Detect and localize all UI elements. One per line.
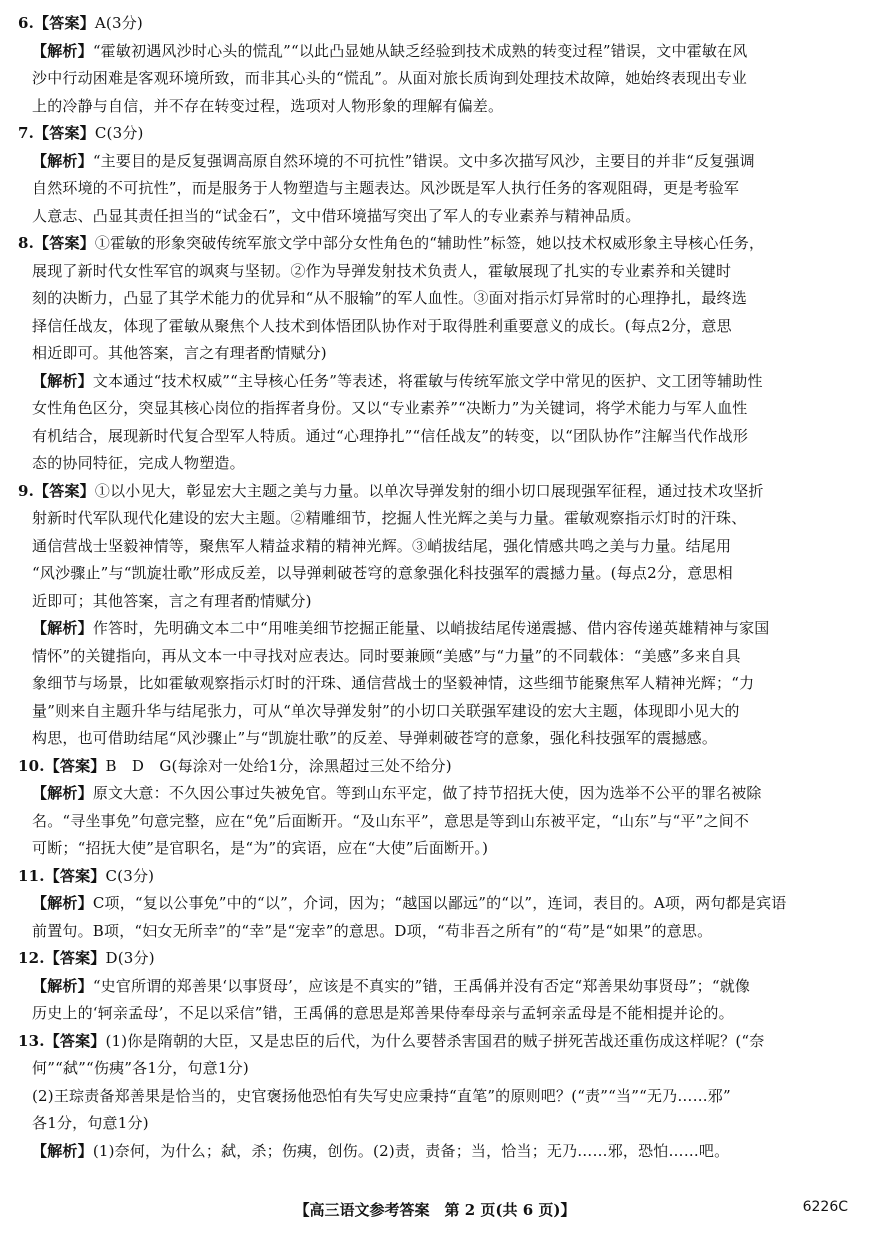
answer-tag: 【解析】 — [32, 371, 93, 390]
line-text: 前置句。B项，“妇女无所幸”的“幸”是“宠幸”的意思。D项，“苟非吾之所有”的“苟”是“如果”的意思。 — [32, 921, 713, 940]
answer-tag: 【解析】 — [32, 894, 93, 912]
line-text: 态的协同特征，完成人物塑造。 — [32, 454, 245, 472]
answer-tag: 10.【答案】 — [18, 756, 106, 775]
line-text: (1)你是隋朝的大臣，又是忠臣的后代，为什么要替杀害国君的贼子拼死苦战还重伤成这样呢？(“奈 — [105, 1031, 765, 1050]
text-line — [18, 780, 860, 808]
line-text: 刻的决断力，凸显了其学术能力的优异和“从不服输”的军人血性。③面对指示灯异常时的心理挣扎，最终选 — [32, 289, 747, 307]
answer-tag: 【解析】 — [32, 784, 93, 802]
footer-code: 6226C — [802, 1199, 848, 1215]
text-line — [18, 478, 860, 506]
text-line — [18, 698, 860, 726]
answer-tag: 6.【答案】 — [18, 14, 95, 32]
text-line — [18, 615, 860, 643]
text-line — [18, 1028, 860, 1056]
line-text: (2)王琮责备郑善果是恰当的，史官褒扬他恐怕有失写史应秉持“直笔”的原则吧？(“责”“当”“无乃……邪” — [32, 1086, 731, 1105]
line-text: 有机结合，展现新时代复合型军人特质。通过“心理挣扎”“信任战友”的转变，以“团队协作”注解当代作战形 — [32, 426, 749, 445]
text-line — [18, 285, 860, 313]
line-text: 上的冷静与自信，并不存在转变过程，选项对人物形象的理解有偏差。 — [32, 96, 504, 115]
line-text: “风沙骤止”与“凯旋壮歌”形成反差，以导弹刺破苍穹的意象强化科技强军的震撼力量。(每点2分，意思相 — [32, 564, 733, 582]
line-text: 可断；“招抚大使”是官职名，是“为”的宾语，应在“大使”后面断开。) — [32, 839, 489, 857]
text-line — [18, 753, 860, 781]
line-text: A(3分) — [94, 14, 143, 32]
text-line — [18, 395, 860, 423]
text-line — [18, 808, 860, 836]
text-line — [18, 890, 860, 918]
answer-page — [18, 10, 860, 1165]
text-line — [18, 10, 860, 38]
line-text: “主要目的是反复强调高原自然环境的不可抗性”错误。文中多次描写风沙，主要目的并非“反复强调 — [92, 151, 755, 170]
text-line — [18, 505, 860, 533]
answer-tag: 【解析】 — [32, 41, 93, 60]
line-text: 人意志、凸显其责任担当的“试金石”，文中借环境描写突出了军人的专业素养与精神品质。 — [32, 206, 641, 225]
answer-tag: 【解析】 — [32, 1141, 93, 1160]
answer-tag: 【解析】 — [32, 976, 93, 995]
page-footer — [0, 1195, 870, 1225]
text-line — [18, 175, 860, 203]
line-text: 射新时代军队现代化建设的宏大主题。②精雕细节，挖掘人性光辉之美与力量。霍敏观察指示灯时的汗珠、 — [32, 509, 747, 527]
text-line — [18, 533, 860, 561]
answer-tag: 9.【答案】 — [18, 481, 95, 500]
line-text: “霍敏初遇风沙时心头的慌乱”“以此凸显她从缺乏经验到技术成熟的转变过程”错误，文中霍敏在风 — [92, 41, 748, 60]
line-text: 通信营战士坚毅神情等，聚焦军人精益求精的精神光辉。③峭拔结尾，强化情感共鸣之美与力量。结尾用 — [32, 536, 732, 555]
line-text: ①霍敏的形象突破传统军旅文学中部分女性角色的“辅助性”标签，她以技术权威形象主导核心任务， — [94, 234, 765, 252]
answer-tag: 【解析】 — [32, 151, 93, 170]
line-text: “史官所谓的郑善果‘以事贤母’，应该是不真实的”错，王禹偁并没有否定“郑善果幼事贤母”；“就像 — [92, 976, 751, 995]
line-text: 女性角色区分，突显其核心岗位的指挥者身份。又以“专业素养”“决断力”为关键词，将学术能力与军人血性 — [32, 399, 748, 417]
line-text: 历史上的‘轲亲孟母’，不足以采信”错，王禹偁的意思是郑善果侍奉母亲与孟轲亲孟母是不能相提并论的。 — [32, 1004, 734, 1022]
line-text: 何”“弑”“伤痍”各1分，句意1分) — [32, 1059, 249, 1077]
line-text: 文本通过“技术权威”“主导核心任务”等表述，将霍敏与传统军旅文学中常见的医护、文工团等辅助性 — [92, 371, 763, 390]
line-text: C项，“复以公事免”中的“以”，介词，因为；“越国以鄙远”的“以”，连词，表目的。A项，两句都是宾语 — [92, 894, 787, 912]
line-text: 展现了新时代女性军官的飒爽与坚韧。②作为导弹发射技术负责人，霍敏展现了扎实的专业素养和关键时 — [32, 261, 732, 280]
text-line — [18, 560, 860, 588]
line-text: C(3分) — [105, 866, 155, 885]
line-text: 象细节与场景，比如霍敏观察指示灯时的汗珠、通信营战士的坚毅神情，这些细节能聚焦军人精神光辉；“力 — [32, 674, 755, 692]
text-line — [18, 230, 860, 258]
text-line — [18, 368, 860, 396]
line-text: C(3分) — [94, 124, 144, 142]
text-line — [18, 120, 860, 148]
answer-tag: 7.【答案】 — [18, 124, 95, 142]
text-line — [18, 725, 860, 753]
line-text: D(3分) — [105, 949, 155, 967]
line-text: 近即可；其他答案，言之有理者酌情赋分) — [32, 591, 312, 610]
text-line — [18, 1000, 860, 1028]
text-line — [18, 973, 860, 1001]
line-text: 名。“寻坐事免”句意完整，应在“免”后面断开。“及山东平”，意思是等到山东被平定，“山东”与“平”之间不 — [32, 811, 750, 830]
answer-tag: 8.【答案】 — [18, 234, 95, 252]
text-line — [18, 423, 860, 451]
text-line — [18, 93, 860, 121]
line-text: 构思，也可借助结尾“风沙骤止”与“凯旋壮歌”的反差、导弹刺破苍穹的意象，强化科技强军的震撼感。 — [32, 729, 718, 747]
line-text: 量”则来自主题升华与结尾张力，可从“单次导弹发射”的小切口关联强军建设的宏大主题，体现即小见大的 — [32, 701, 740, 720]
text-line — [18, 1138, 860, 1166]
text-line — [18, 643, 860, 671]
text-line — [18, 65, 860, 93]
text-line — [18, 835, 860, 863]
text-line — [18, 148, 860, 176]
text-line — [18, 1110, 860, 1138]
line-text: 沙中行动困难是客观环境所致，而非其心头的“慌乱”。从面对旅长质询到处理技术故障，她始终表现出专业 — [32, 69, 747, 87]
answer-tag: 11.【答案】 — [18, 866, 106, 885]
text-line — [18, 38, 860, 66]
line-text: 自然环境的不可抗性”，而是服务于人物塑造与主题表达。风沙既是军人执行任务的客观阻碍，更是考验军 — [32, 179, 740, 197]
line-text: 原文大意：不久因公事过失被免官。等到山东平定，做了持节招抚大使，因为选举不公平的罪名被除 — [92, 784, 762, 802]
text-line — [18, 945, 860, 973]
text-line — [18, 1055, 860, 1083]
text-line — [18, 588, 860, 616]
footer-page-info: 【高三语文参考答案 第 2 页(共 6 页)】 — [294, 1201, 576, 1219]
text-line — [18, 863, 860, 891]
line-text: 择信任战友，体现了霍敏从聚焦个人技术到体悟团队协作对于取得胜利重要意义的成长。(每点2分，意思 — [32, 316, 732, 335]
line-text: 作答时，先明确文本二中“用唯美细节挖掘正能量、以峭拔结尾传递震撼、借内容传递英雄精神与家国 — [92, 619, 770, 637]
line-text: B D G(每涂对一处给1分，涂黑超过三处不给分) — [105, 756, 452, 775]
text-line — [18, 1083, 860, 1111]
text-line — [18, 918, 860, 946]
answer-tag: 13.【答案】 — [18, 1031, 106, 1050]
line-text: 各1分，句意1分) — [32, 1114, 149, 1132]
answer-tag: 【解析】 — [32, 619, 93, 637]
line-text: 情怀”的关键指向，再从文本一中寻找对应表达。同时要兼顾“美感”与“力量”的不同载体：“美感”多来自具 — [32, 646, 741, 665]
text-line — [18, 203, 860, 231]
line-text: ①以小见大，彰显宏大主题之美与力量。以单次导弹发射的细小切口展现强军征程，通过技术攻坚折 — [94, 481, 764, 500]
text-line — [18, 340, 860, 368]
line-text: (1)奈何，为什么；弑，杀；伤痍，创伤。(2)责，责备；当，恰当；无乃……邪，恐怕……吧。 — [92, 1141, 730, 1160]
line-text: 相近即可。其他答案，言之有理者酌情赋分) — [32, 344, 327, 362]
text-line — [18, 670, 860, 698]
answer-tag: 12.【答案】 — [18, 949, 106, 967]
text-line — [18, 313, 860, 341]
text-line — [18, 258, 860, 286]
text-line — [18, 450, 860, 478]
